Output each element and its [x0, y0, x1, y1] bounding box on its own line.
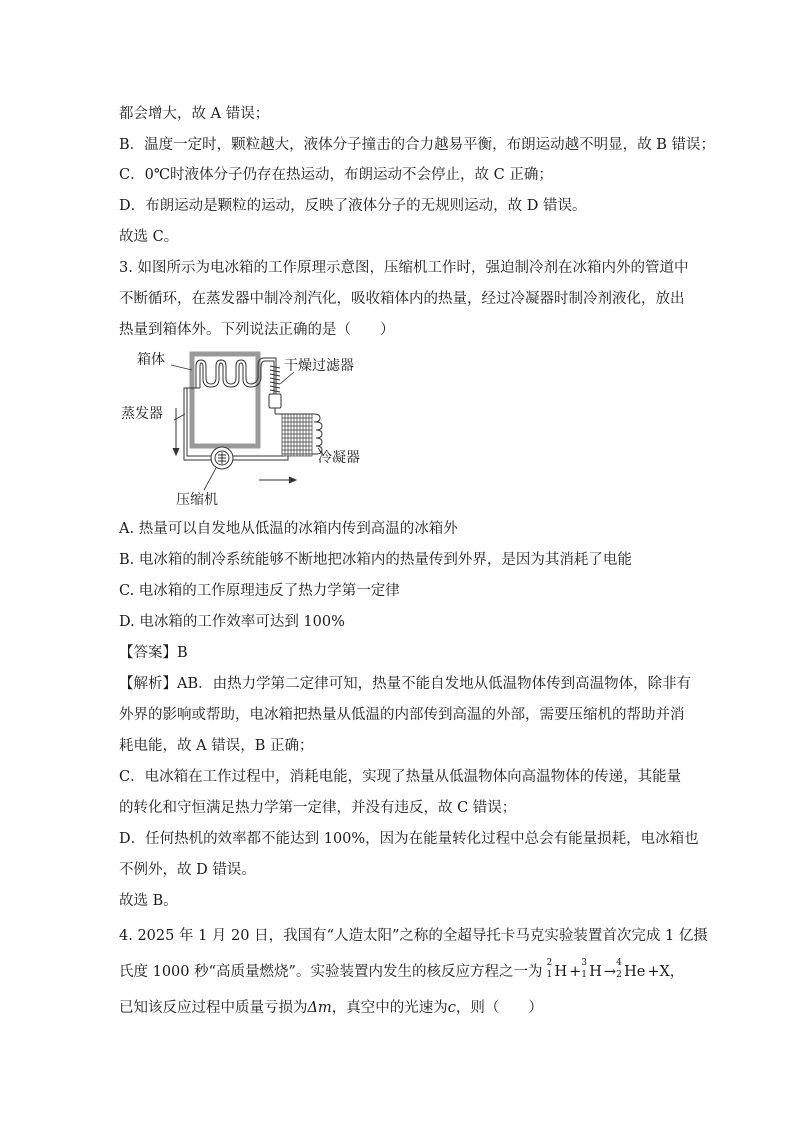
label-compressor: 压缩机 — [176, 492, 218, 508]
question-4-stem: 4. 2025 年 1 月 20 日，我国有“人造太阳”之称的全超导托卡马克实验装置首次完成 1 亿摄 — [119, 928, 708, 944]
answer-line: 【答案】B — [119, 645, 188, 661]
explanation-line: C．电冰箱在工作过程中，消耗电能，实现了热量从低温物体向高温物体的传递，其能量 — [119, 769, 682, 785]
question-4-stem-formula-line — [119, 958, 685, 982]
arrow: → — [603, 964, 617, 980]
nuclear-equation — [546, 958, 670, 982]
condenser-grid — [282, 414, 312, 456]
question-3-stem: 3. 如图所示为电冰箱的工作原理示意图，压缩机工作时，强迫制冷剂在冰箱内外的管道中 — [119, 260, 689, 276]
question-4-text: ， — [669, 964, 685, 980]
question-3-stem: 不断循环，在蒸发器中制冷剂汽化，吸收箱体内的热量，经过冷凝器时制冷剂液化，放出 — [119, 291, 685, 307]
text-line: B．温度一定时，颗粒越大，液体分子撞击的合力越易平衡，布朗运动越不明显，故 B 错误； — [119, 137, 716, 153]
explanation-line: 耗电能，故 A 错误，B 正确； — [119, 738, 314, 754]
explanation-line: 【解析】AB．由热力学第二定律可知，热量不能自发地从低温物体传到高温物体，除非有 — [119, 676, 692, 692]
text-line: C．0℃时液体分子仍存在热运动，布朗运动不会停止，故 C 正确； — [119, 167, 553, 183]
label-box: 箱体 — [137, 352, 165, 368]
text-line: D．布朗运动是颗粒的运动，反映了液体分子的无规则运动，故 D 错误。 — [119, 198, 587, 214]
plus-sign: + — [569, 964, 582, 980]
option-b: B. 电冰箱的制冷系统能够不断地把冰箱内的热量传到外界，是因为其消耗了电能 — [119, 552, 632, 568]
compressor-pipe — [233, 448, 284, 456]
particle-x: X — [659, 964, 670, 980]
question-4-stem: 已知该反应过程中质量亏损为Δm，真空中的光速为c，则（ ） — [119, 1000, 543, 1016]
option-c: C. 电冰箱的工作原理违反了热力学第一定律 — [119, 583, 400, 599]
explanation-line: 外界的影响或帮助，电冰箱把热量从低温的内部传到高温的外部，需要压缩机的帮助并消 — [119, 707, 685, 723]
explanation-line: 的转化和守恒满足热力学第一定律，并没有违反，故 C 错误； — [119, 800, 517, 816]
label-condenser: 冷凝器 — [318, 450, 360, 466]
nuclide-tritium: 3 1 H — [581, 958, 602, 980]
question-3-stem: 热量到箱体外。下列说法正确的是（ ） — [119, 322, 395, 338]
option-d: D. 电冰箱的工作效率可达到 100% — [119, 614, 345, 630]
label-evaporator: 蒸发器 — [121, 406, 163, 422]
explanation-line: 故选 B。 — [119, 893, 178, 909]
nuclide-helium: 4 2 He — [616, 958, 646, 980]
plus-sign: + — [647, 964, 660, 980]
label-dryer-filter: 干燥过滤器 — [284, 358, 354, 374]
option-a: A. 热量可以自发地从低温的冰箱内传到高温的冰箱外 — [119, 521, 458, 537]
question-4-text: 氏度 1000 秒“高质量燃烧”。实验装置内发生的核反应方程之一为 — [119, 964, 543, 980]
explanation-line: D．任何热机的效率都不能达到 100%，因为在能量转化过程中总会有能量损耗，电冰箱也 — [119, 831, 699, 847]
mass-defect-symbol: Δm — [307, 1000, 332, 1016]
text-line: 都会增大，故 A 错误； — [119, 106, 270, 122]
explanation-line: 不例外，故 D 错误。 — [119, 862, 256, 878]
light-speed-symbol: c — [447, 1000, 456, 1016]
cabinet-box — [192, 354, 258, 446]
evaporator-pipe — [184, 388, 214, 460]
nuclide-deuterium: 2 1 H — [546, 958, 568, 980]
text-line: 故选 C。 — [119, 229, 179, 245]
